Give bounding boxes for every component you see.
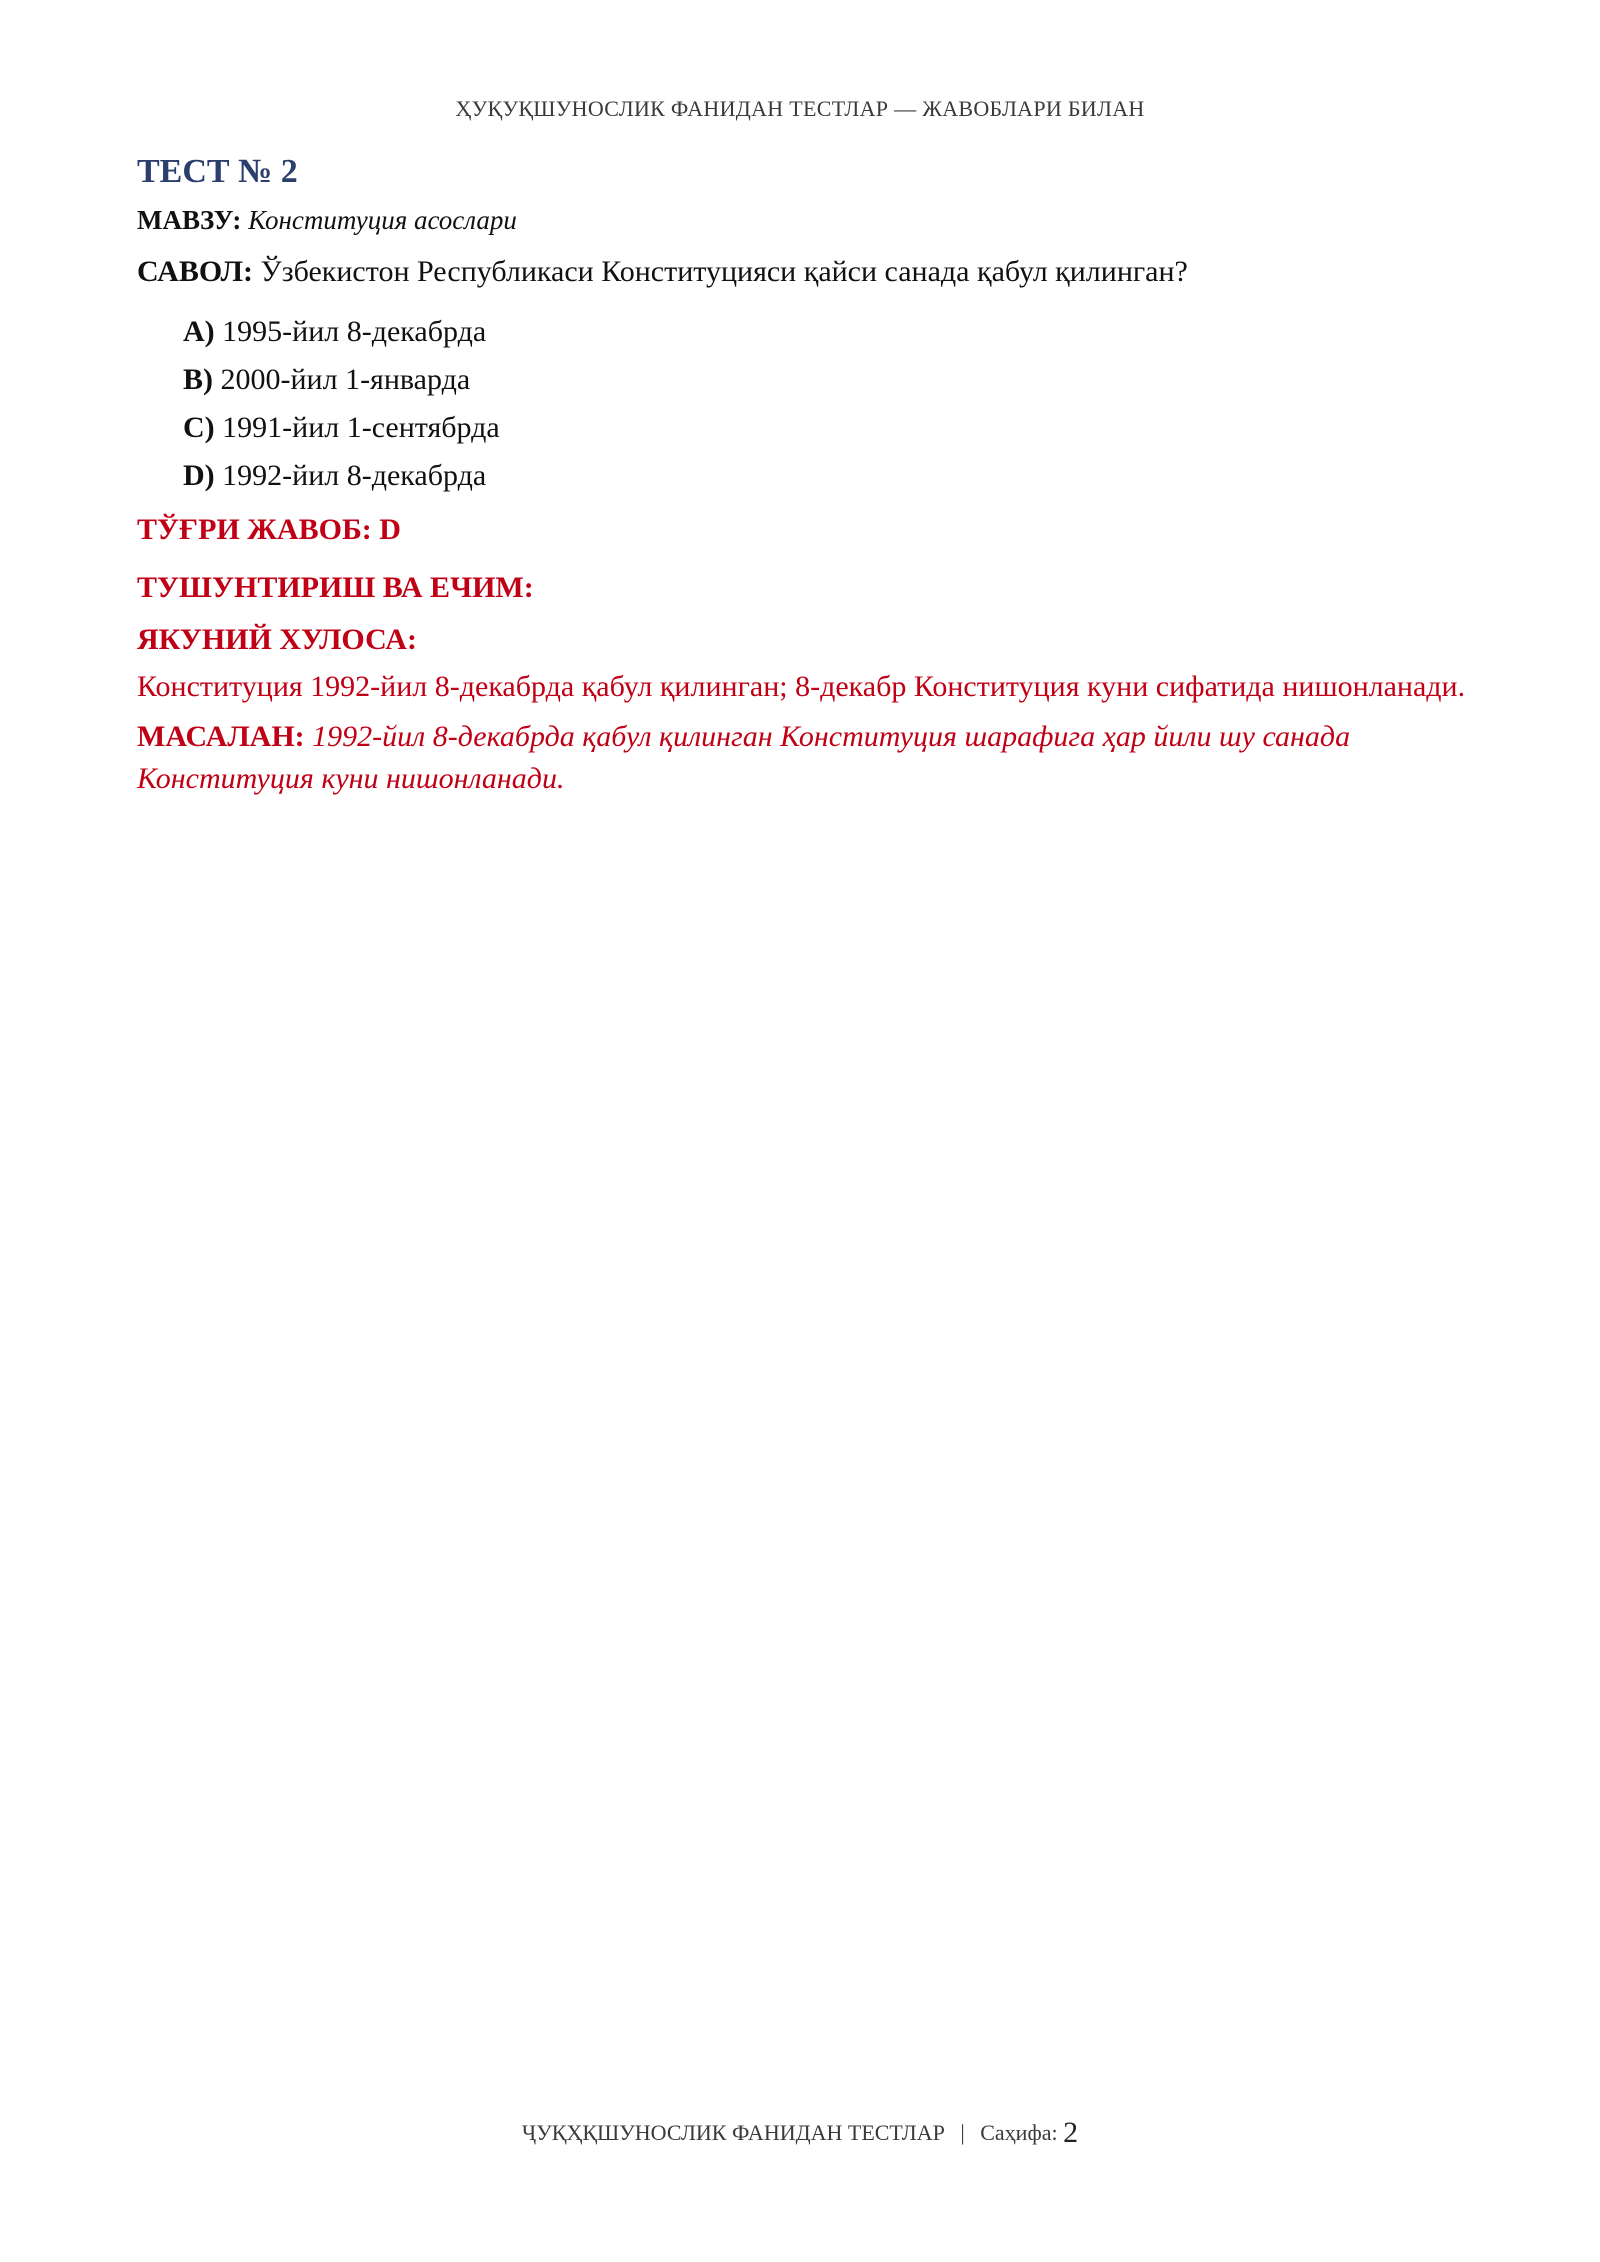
conclusion-text: Конституция 1992-йил 8-декабрда қабул қилинган; 8-декабр Конституция куни сифатида нишонланади.: [137, 670, 1466, 703]
topic-label: МАВЗУ:: [137, 205, 242, 235]
test-content: [137, 150, 1467, 800]
footer-title: ҶУҚҲҚШУНОСЛИК ФАНИДАН ТЕСТЛАР: [521, 2120, 945, 2145]
conclusion-heading: ЯКУНИЙ ХУЛОСА:: [137, 623, 417, 656]
option-d: [183, 452, 1467, 500]
footer-separator: |: [960, 2120, 965, 2145]
example-label: МАСАЛАН:: [137, 720, 305, 753]
option-text: 1992-йил 8-декабрда: [222, 459, 487, 492]
topic-line: [137, 202, 1467, 238]
correct-answer: ТЎҒРИ ЖАВОБ: D: [137, 513, 401, 546]
explanation-heading: ТУШУНТИРИШ ВА ЕЧИМ:: [137, 571, 534, 604]
option-letter: A): [183, 315, 215, 348]
option-b: [183, 356, 1467, 404]
option-letter: C): [183, 411, 215, 444]
option-text: 1991-йил 1-сентябрда: [222, 411, 500, 444]
question-line: [137, 252, 1467, 292]
option-letter: B): [183, 363, 213, 396]
test-title: ТЕСТ № 2: [137, 153, 298, 190]
running-header: ҲУҚУҚШУНОСЛИК ФАНИДАН ТЕСТЛАР — ЖАВОБЛАРИ БИЛАН: [455, 96, 1145, 121]
topic-value: Конституция асослари: [248, 205, 517, 235]
page-number: 2: [1063, 2116, 1079, 2149]
answer-options: [137, 308, 1467, 500]
option-text: 1995-йил 8-декабрда: [222, 315, 487, 348]
page-label: Саҳифа:: [980, 2120, 1058, 2145]
option-text: 2000-йил 1-январда: [220, 363, 471, 396]
example-text: 1992-йил 8-декабрда қабул қилинган Конституция шарафига ҳар йили шу санада Конституция куни нишонланади.: [137, 720, 1351, 795]
running-footer: [0, 2116, 1600, 2150]
question-text: Ўзбекистон Республикаси Конституцияси қайси санада қабул қилинган?: [260, 255, 1188, 288]
question-label: САВОЛ:: [137, 255, 254, 288]
option-letter: D): [183, 459, 215, 492]
option-a: [183, 308, 1467, 356]
option-c: [183, 404, 1467, 452]
example-line: [137, 716, 1467, 800]
